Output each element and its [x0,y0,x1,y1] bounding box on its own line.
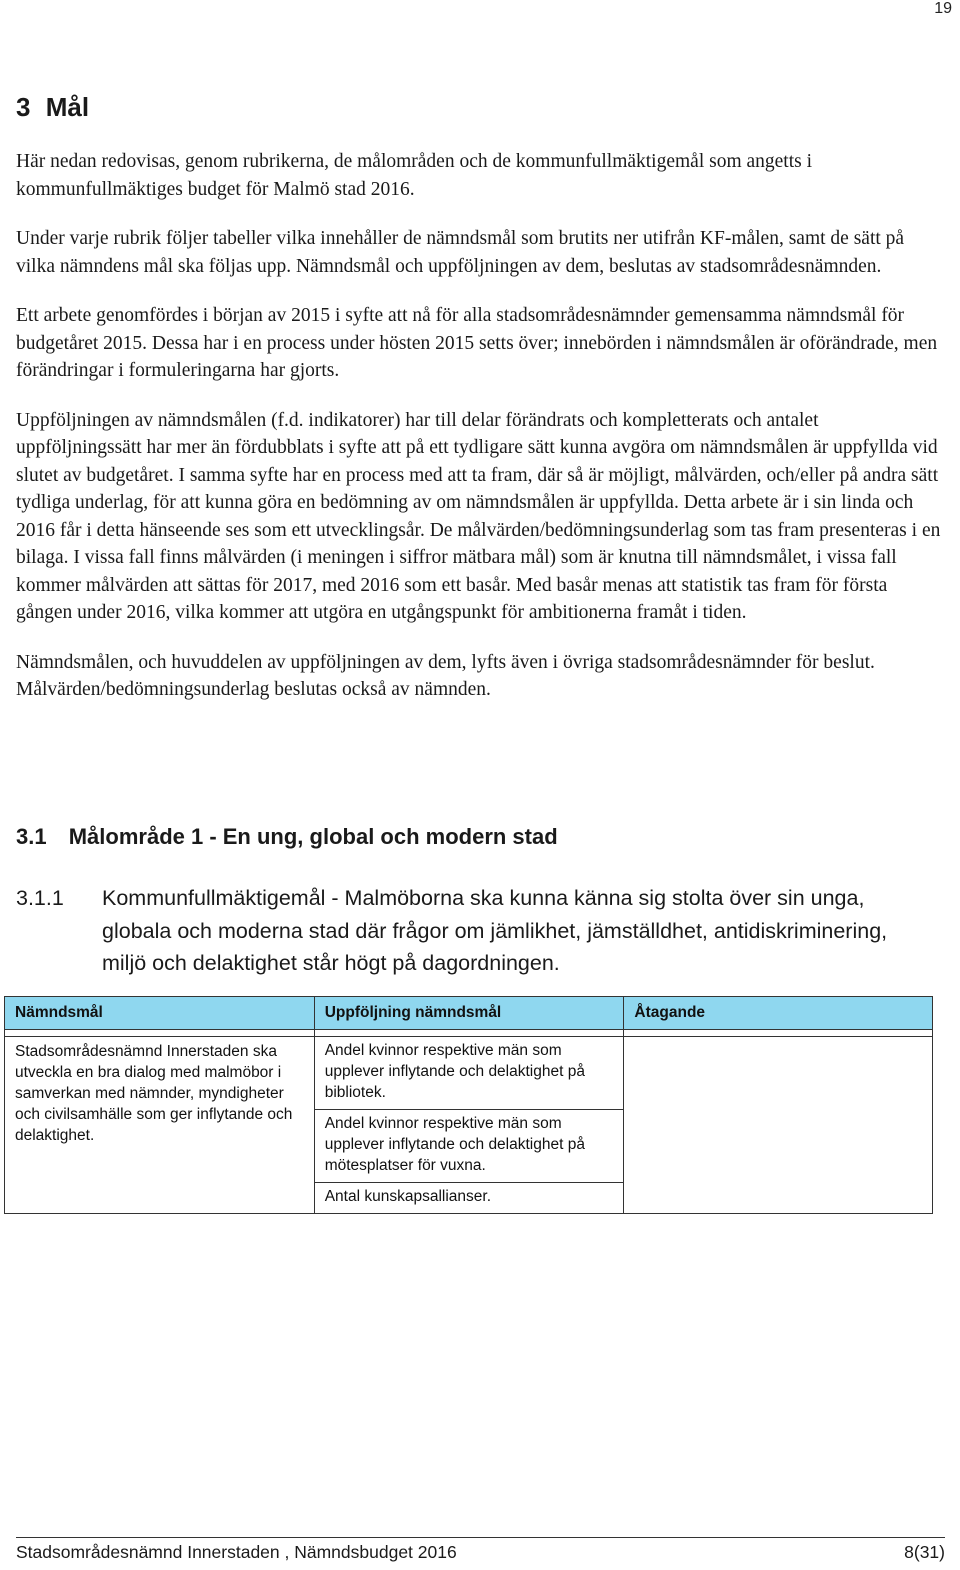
paragraph: Här nedan redovisas, genom rubrikerna, de målområden och de kommunfullmäktigemål som angetts i kommunfullmäktiges budget för Malmö stad 2016. [16,151,813,200]
followup-item: Antal kunskapsallianser. [315,1182,624,1213]
section-heading [16,92,89,123]
subsection-title: Målområde 1 - En ung, global och modern stad [68,824,558,849]
commitment-cell [624,1037,933,1214]
paragraph: Uppföljningen av nämndsmålen (f.d. indikatorer) har till delar förändrats och kompletterats och antalet uppföljningssätt har mer än fördubblats i syfte att på ett tydligare sätt kunna avgöra om nämndsmålen är uppfyllda vid slutet av budgetåret. I samma syfte har en process med att ta fram, där så är möjligt, målvärden, och/eller på andra sätt tydliga underlag, för att kunna göra en bedömning av om nämndsmålen är uppfyllda. Detta arbete är i sin linda och 2016 får i detta hänseende ses som ett utvecklingsår. De målvärden/bedömningsunderlag som tas fram presenteras i en bilaga. I vissa fall finns målvärden (i meningen i siffror mätbara mål) som är knutna till nämndsmålet, i vissa fall kommer målvärden att sättas för 2017, med 2016 som ett basår. Med basår menas att statistik tas fram för första gången under 2016, vilka kommer att utgöra en utgångspunkt för ambitionerna framåt i tiden. [16,409,941,623]
subsection-heading [16,824,558,850]
goal-heading [16,882,936,980]
footer-page: 8(31) [904,1542,945,1562]
goal-title: Kommunfullmäktigemål - Malmöborna ska kunna känna sig stolta över sin unga, globala och moderna stad där frågor om jämlikhet, jämställdhet, antidiskriminering, miljö och delaktighet står högt på dagordningen. [102,886,888,975]
column-header-commitment: Åtagande [624,997,933,1030]
goals-table [4,996,933,1214]
followup-cell [314,1037,624,1214]
column-header-goal: Nämndsmål [5,997,315,1030]
table-header-row [5,997,933,1030]
section-title: Mål [45,92,90,122]
followup-item: Andel kvinnor respektive män som upplever inflytande och delaktighet på mötesplatser för vuxna. [315,1109,624,1182]
body-text [16,148,941,726]
page-number: 19 [934,0,952,17]
followup-item: Andel kvinnor respektive män som upplever inflytande och delaktighet på bibliotek. [324,1042,585,1101]
goal-cell: Stadsområdesnämnd Innerstaden ska utveckla en bra dialog med malmöbor i samverkan med nämnder, myndigheter och civilsamhälle som ger inflytande och delaktighet. [5,1037,315,1214]
paragraph: Nämndsmålen, och huvuddelen av uppföljningen av dem, lyfts även i övriga stadsområdesnämnder för beslut. Målvärden/bedömningsunderlag beslutas också av nämnden. [16,651,875,700]
table-spacer [5,1030,933,1037]
paragraph: Ett arbete genomfördes i början av 2015 i syfte att nå för alla stadsområdesnämnder gemensamma nämndsmål för budgetåret 2015. Dessa har i en process under hösten 2015 setts över; innebörden i nämndsmålen är oförändrade, men förändringar i formuleringarna har gjorts. [16,305,938,381]
column-header-followup: Uppföljning nämndsmål [314,997,624,1030]
table-row [5,1037,933,1214]
page-footer [16,1537,945,1563]
goal-number: 3.1.1 [16,886,64,910]
footer-title: Stadsområdesnämnd Innerstaden , Nämndsbudget 2016 [16,1542,457,1562]
subsection-number: 3.1 [16,824,47,849]
paragraph: Under varje rubrik följer tabeller vilka innehåller de nämndsmål som brutits ner utifrån KF-målen, samt de sätt på vilka nämndens mål ska följas upp. Nämndsmål och uppföljningen av dem, beslutas av stadsområdesnämnden. [16,228,905,277]
section-number: 3 [16,92,31,122]
